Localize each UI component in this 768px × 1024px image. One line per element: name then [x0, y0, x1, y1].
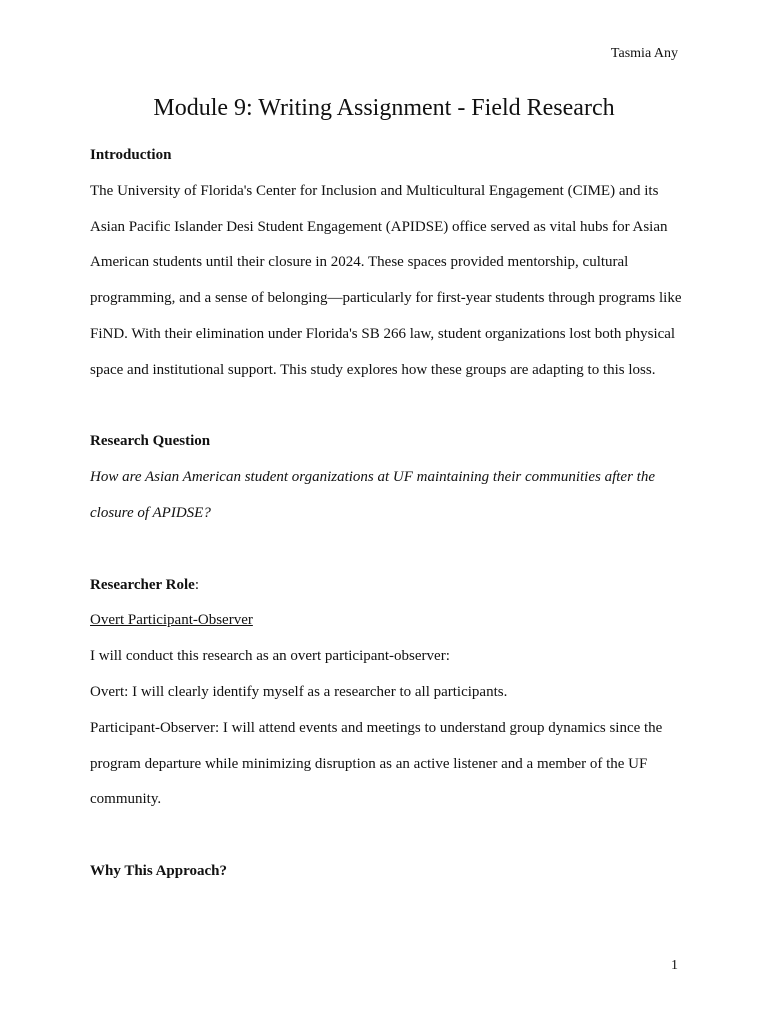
blank-line	[90, 389, 690, 425]
researcher-role-heading-line	[90, 568, 690, 604]
research-question-paragraph: How are Asian American student organizations at UF maintaining their communities after the closure of APIDSE?	[90, 469, 655, 521]
header-author-name: Tasmia Any	[610, 46, 678, 61]
document-body	[90, 138, 690, 890]
researcher-role-heading-colon: :	[194, 576, 199, 593]
blank-line	[90, 818, 690, 854]
introduction-paragraph: The University of Florida's Center for Inclusion and Multicultural Engagement (CIME) and its Asian Pacific Islander Desi Student Engagement (APIDSE) office served as vital hubs for Asian American students until their closure in 2024. These spaces provided mentorship, cultural programming, and a sense of belonging—particularly for first-year students through programs like FiND. With their elimination under Florida's SB 266 law, student organizations lost both physical space and institutional support. This study explores how these groups are adapting to this loss.	[90, 182, 682, 378]
document-title: Module 9: Writing Assignment - Field Research	[153, 95, 615, 121]
researcher-role-heading: Researcher Role	[90, 576, 195, 593]
researcher-role-line-participant-observer: Participant-Observer: I will attend events and meetings to understand group dynamics since the program departure while minimizing disruption as an active listener and a member of the UF community.	[90, 719, 663, 808]
research-question-heading: Research Question	[90, 433, 211, 450]
blank-line	[90, 532, 690, 568]
introduction-heading: Introduction	[90, 147, 172, 163]
researcher-role-subheading: Overt Participant-Observer	[90, 612, 253, 629]
page-number: 1	[671, 958, 678, 973]
researcher-role-line-overt: Overt: I will clearly identify myself as a researcher to all participants.	[90, 683, 508, 700]
why-approach-heading: Why This Approach?	[90, 862, 227, 879]
researcher-role-line-intro: I will conduct this research as an overt participant-observer:	[90, 648, 450, 665]
